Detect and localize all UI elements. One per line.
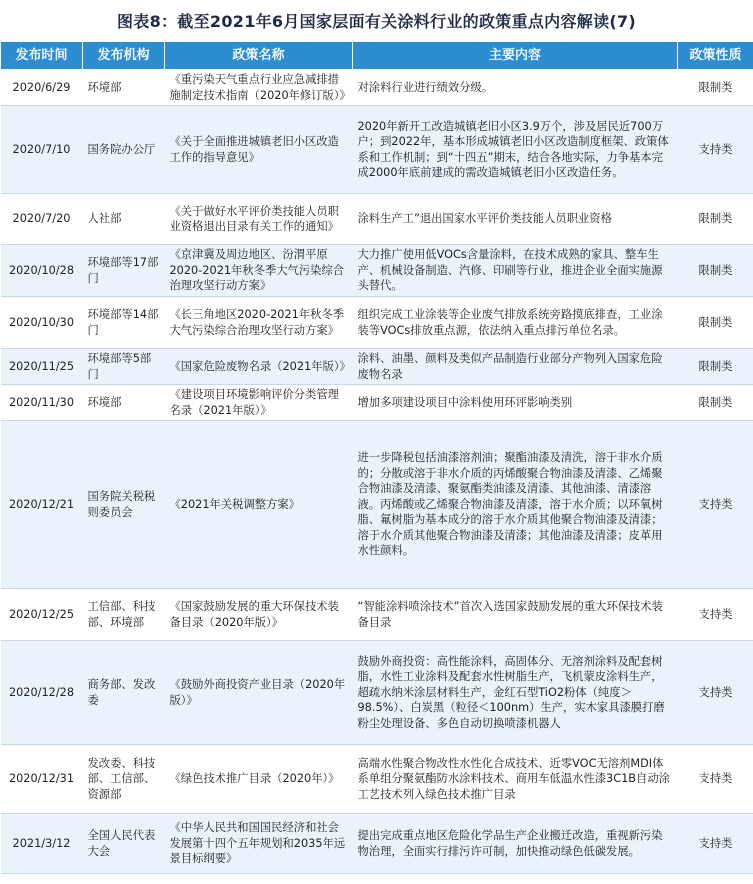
header-org: 发布机构 xyxy=(83,42,165,70)
cell-type: 支持类 xyxy=(678,106,753,194)
cell-type: 支持类 xyxy=(678,421,753,589)
cell-date: 2020/7/20 xyxy=(1,194,83,245)
cell-type: 限制类 xyxy=(678,194,753,245)
cell-type: 支持类 xyxy=(678,814,753,874)
table-header-row xyxy=(1,42,753,70)
table-row xyxy=(1,349,753,385)
cell-content: 提出完成重点地区危险化学品生产企业搬迁改造，重视新污染物治理，全面实行排污许可制，加快推动绿色低碳发展。 xyxy=(353,814,678,874)
header-name: 政策名称 xyxy=(165,42,353,70)
table-row xyxy=(1,245,753,297)
cell-policy-name: 《建设项目环境影响评价分类管理名录（2021年版）》 xyxy=(165,385,353,421)
table-body xyxy=(1,70,753,874)
cell-content: 对涂料行业进行绩效分级。 xyxy=(353,70,678,106)
policy-table xyxy=(0,41,753,874)
table-row xyxy=(1,70,753,106)
cell-org: 全国人民代表大会 xyxy=(83,814,165,874)
cell-date: 2020/10/28 xyxy=(1,245,83,297)
cell-org: 环境部 xyxy=(83,70,165,106)
cell-date: 2020/6/29 xyxy=(1,70,83,106)
cell-policy-name: 《关于做好水平评价类技能人员职业资格退出目录有关工作的通知》 xyxy=(165,194,353,245)
cell-policy-name: 《绿色技术推广目录（2020年）》 xyxy=(165,745,353,814)
table-row xyxy=(1,421,753,589)
cell-type: 支持类 xyxy=(678,589,753,641)
cell-policy-name: 《京津冀及周边地区、汾渭平原2020-2021年秋冬季大气污染综合治理攻坚行动方案》 xyxy=(165,245,353,297)
cell-policy-name: 《长三角地区2020-2021年秋冬季大气污染综合治理攻坚行动方案》 xyxy=(165,297,353,349)
cell-type: 限制类 xyxy=(678,297,753,349)
header-content: 主要内容 xyxy=(353,42,678,70)
cell-org: 环境部等5部门 xyxy=(83,349,165,385)
table-row xyxy=(1,589,753,641)
table-row xyxy=(1,194,753,245)
cell-policy-name: 《国家鼓励发展的重大环保技术装备目录（2020年版）》 xyxy=(165,589,353,641)
cell-content: 高端水性聚合物改性水性化合成技术、近零VOC无溶剂MDI体系单组分聚氨酯防水涂料技术、商用车低温水性漆3C1B自动涂工艺技术列入绿色技术推广目录 xyxy=(353,745,678,814)
cell-date: 2020/12/25 xyxy=(1,589,83,641)
cell-org: 人社部 xyxy=(83,194,165,245)
figure-title: 图表8：截至2021年6月国家层面有关涂料行业的政策重点内容解读(7) xyxy=(116,11,637,31)
cell-type: 支持类 xyxy=(678,745,753,814)
cell-date: 2020/7/10 xyxy=(1,106,83,194)
cell-type: 限制类 xyxy=(678,70,753,106)
cell-org: 环境部等14部门 xyxy=(83,297,165,349)
table-row xyxy=(1,297,753,349)
cell-type: 限制类 xyxy=(678,245,753,297)
cell-org: 发改委、科技部、工信部、资源部 xyxy=(83,745,165,814)
cell-date: 2020/12/28 xyxy=(1,641,83,745)
cell-policy-name: 《中华人民共和国国民经济和社会发展第十四个五年规划和2035年远景目标纲要》 xyxy=(165,814,353,874)
table-row xyxy=(1,745,753,814)
cell-policy-name: 《鼓励外商投资产业目录（2020年版）》 xyxy=(165,641,353,745)
cell-org: 国务院办公厅 xyxy=(83,106,165,194)
header-date: 发布时间 xyxy=(1,42,83,70)
table-row xyxy=(1,814,753,874)
cell-content: 鼓励外商投资：高性能涂料，高固体分、无溶剂涂料及配套树脂，水性工业涂料及配套水性树脂生产，飞机蒙皮涂料生产，超疏水纳米涂层材料生产，金红石型TiO2粉体（纯度＞98.5%）、白炭黑（粒径＜100nm）生产，实木家具漆膜打磨粉尘处理设备、多色自动切换喷漆机器人 xyxy=(353,641,678,745)
cell-type: 限制类 xyxy=(678,349,753,385)
cell-date: 2020/12/21 xyxy=(1,421,83,589)
cell-date: 2020/11/30 xyxy=(1,385,83,421)
cell-content: 大力推广使用低VOCs含量涂料，在技术成熟的家具、整车生产、机械设备制造、汽修、印刷等行业，推进企业全面实施源头替代。 xyxy=(353,245,678,297)
cell-org: 工信部、科技部、环境部 xyxy=(83,589,165,641)
cell-org: 商务部、发改委 xyxy=(83,641,165,745)
cell-content: 2020年新开工改造城镇老旧小区3.9万个，涉及居民近700万户；到2022年，基本形成城镇老旧小区改造制度框架、政策体系和工作机制；到“十四五”期末，结合各地实际，力争基本完成2000年底前建成的需改造城镇老旧小区改造任务。 xyxy=(353,106,678,194)
cell-content: “智能涂料喷涂技术”首次入选国家鼓励发展的重大环保技术装备目录 xyxy=(353,589,678,641)
table-row xyxy=(1,385,753,421)
cell-org: 环境部等17部门 xyxy=(83,245,165,297)
cell-date: 2020/10/30 xyxy=(1,297,83,349)
cell-content: 进一步降税包括油漆溶剂油；聚酯油漆及清洗，溶于非水介质的；分散或溶于非水介质的丙烯酸聚合物油漆及清漆、乙烯聚合物油漆及清漆、聚氨酯类油漆及清漆、其他油漆、清漆溶液。丙烯酸或乙烯聚合物油漆及清漆，溶于水介质；以环氧树脂、氟树脂为基本成分的溶于水介质其他聚合物油漆及清漆；溶于水介质其他聚合物油漆及清漆；其他油漆及清漆；皮革用水性颜料。 xyxy=(353,421,678,589)
cell-policy-name: 《2021年关税调整方案》 xyxy=(165,421,353,589)
cell-date: 2021/3/12 xyxy=(1,814,83,874)
cell-policy-name: 《关于全面推进城镇老旧小区改造工作的指导意见》 xyxy=(165,106,353,194)
cell-org: 国务院关税税则委员会 xyxy=(83,421,165,589)
cell-type: 支持类 xyxy=(678,641,753,745)
table-row xyxy=(1,641,753,745)
cell-policy-name: 《国家危险废物名录（2021年版）》 xyxy=(165,349,353,385)
cell-policy-name: 《重污染天气重点行业应急减排措施制定技术指南（2020年修订版）》 xyxy=(165,70,353,106)
cell-type: 限制类 xyxy=(678,385,753,421)
cell-org: 环境部 xyxy=(83,385,165,421)
cell-content: 组织完成工业涂装等企业废气排放系统旁路摸底排查，工业涂装等VOCs排放重点源，依法纳入重点排污单位名录。 xyxy=(353,297,678,349)
table-row xyxy=(1,106,753,194)
cell-content: 涂料生产工”退出国家水平评价类技能人员职业资格 xyxy=(353,194,678,245)
cell-date: 2020/12/31 xyxy=(1,745,83,814)
cell-content: 涂料、油墨、颜料及类似产品制造行业部分产物列入国家危险废物名录 xyxy=(353,349,678,385)
cell-content: 增加多项建设项目中涂料使用环评影响类别 xyxy=(353,385,678,421)
header-type: 政策性质 xyxy=(678,42,753,70)
cell-date: 2020/11/25 xyxy=(1,349,83,385)
